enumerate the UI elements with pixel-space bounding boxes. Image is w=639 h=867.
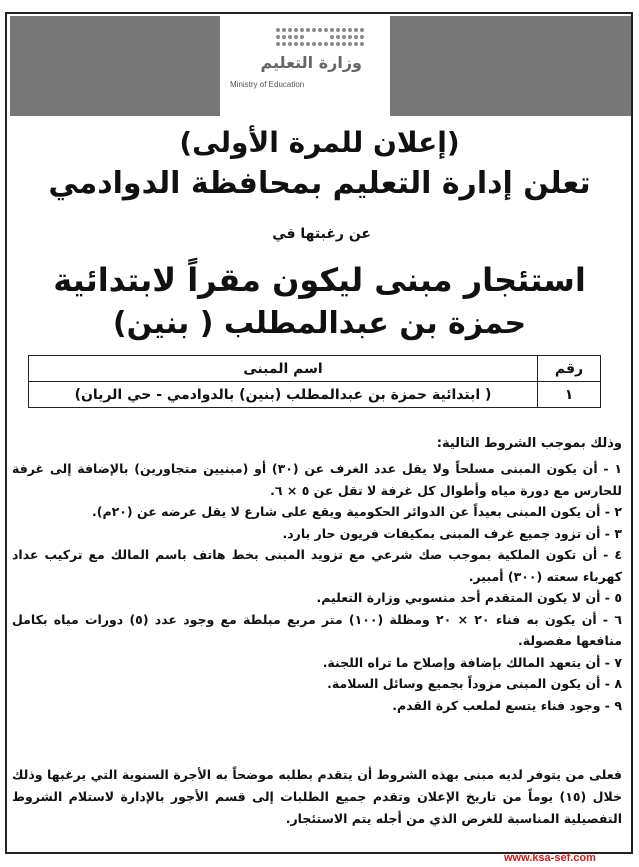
condition-item: ٦ - أن يكون به فناء ٢٠ × ٢٠ ومظلة (١٠٠) متر مربع مبلطة مع وجود عدد (٥) دورات مياه بكامل منافعها مفصولة. <box>12 611 622 648</box>
announcement-desire: عن رغبتها في <box>272 226 371 242</box>
conditions-intro: وذلك بموجب الشروط التالية: <box>436 436 622 451</box>
announcement-issuer: تعلن إدارة التعليم بمحافظة الدوادمي <box>48 166 591 201</box>
headline-line-2: حمزة بن عبدالمطلب ( بنين) <box>112 306 527 341</box>
column-header-number: رقم <box>538 356 601 382</box>
announcement-first-time: (إعلان للمرة الأولى) <box>179 126 460 159</box>
education-dots-logo-icon <box>272 24 372 52</box>
ministry-logo <box>220 16 390 116</box>
table-header-row <box>29 356 601 382</box>
condition-item: ٥ - أن لا يكون المتقدم أحد منسوبي وزارة التعليم. <box>316 590 622 605</box>
condition-item: ٢ - أن يكون المبنى بعيداً عن الدوائر الحكومية ويقع على شارع لا يقل عرضه عن (٢٠م). <box>91 504 622 519</box>
row-number-cell: ١ <box>538 382 601 408</box>
header-band <box>10 16 631 116</box>
conditions-list <box>12 458 622 716</box>
condition-item: ١ - أن يكون المبنى مسلحاً ولا يقل عدد الغرف عن (٣٠) أو (مبنيين متجاورين) بالإضافة إلى غرفة للحارس مع دورة مياه وأطوال كل غرفة لا تقل عن ٥ × ٦. <box>12 461 622 498</box>
condition-item: ٩ - وجود فناء يتسع لملعب كرة القدم. <box>392 697 622 713</box>
logo-arabic-text: وزارة التعليم <box>260 53 362 72</box>
building-table <box>28 355 601 408</box>
condition-item: ٣ - أن تزود جميع غرف المبنى بمكيفات فريون حار بارد. <box>282 525 622 541</box>
logo-english-text: Ministry of Education <box>230 80 305 89</box>
table-row <box>29 382 601 408</box>
condition-item: ٨ - أن يكون المبنى مزوداً بجميع وسائل السلامة. <box>327 676 622 691</box>
column-header-name: اسم المبنى <box>29 356 538 382</box>
source-watermark: www.ksa-sef.com <box>504 852 596 864</box>
condition-item: ٤ - أن تكون الملكية بموجب صك شرعي مع تزويد المبنى بخط هاتف باسم المالك مع تركيب عداد كهرباء سعته (٣٠٠) أمبير. <box>12 547 622 584</box>
closing-paragraph: فعلى من يتوفر لديه مبنى بهذه الشروط أن يتقدم بطلبه موضحاً به الأجرة السنوية التي يرغبها وذلك خلال (١٥) يوماً من تاريخ الإعلان وتقدم جميع الطلبات إلى قسم الأجور بالإدارة لاستلام الشروط التفصيلية المناسبة للغرض الذي من أجله يتم الاستئجار. <box>12 767 622 826</box>
headline-line-1: استئجار مبنى ليكون مقراً لابتدائية <box>53 261 586 299</box>
row-name-cell: ( ابتدائية حمزة بن عبدالمطلب (بنين) بالدوادمي - حي الريان) <box>29 382 538 408</box>
condition-item: ٧ - أن يتعهد المالك بإضافة وإصلاح ما تراه اللجنة. <box>322 654 622 670</box>
